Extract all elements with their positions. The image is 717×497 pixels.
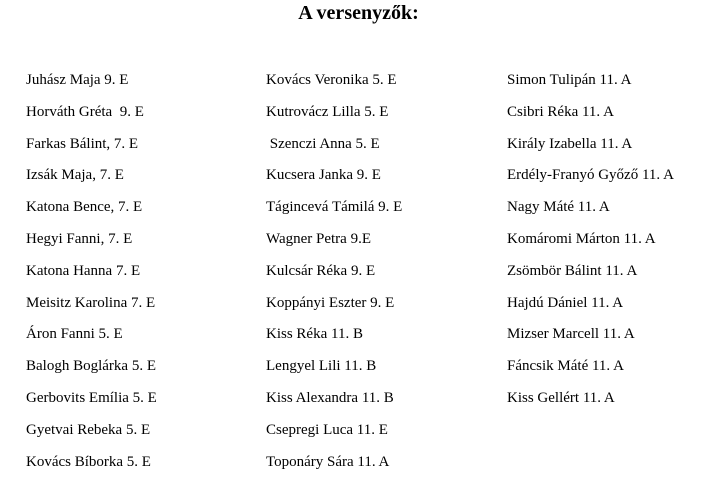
- competitor-name: Koppányi Eszter 9. E: [266, 294, 395, 311]
- competitor-name: Kiss Gellért 11. A: [507, 389, 615, 406]
- competitor-name: Gyetvai Rebeka 5. E: [26, 421, 151, 438]
- competitor-name: Mizser Marcell 11. A: [507, 326, 635, 343]
- competitor-name: Wagner Petra 9.E: [266, 230, 371, 247]
- competitor-name: Szenczi Anna 5. E: [266, 135, 380, 152]
- competitor-name: Kovács Bíborka 5. E: [26, 453, 151, 470]
- competitor-name: Csepregi Luca 11. E: [266, 421, 388, 438]
- competitor-name: Erdély-Franyó Győző 11. A: [507, 167, 674, 184]
- competitor-name: Komáromi Márton 11. A: [507, 230, 656, 247]
- competitor-name: Kovács Veronika 5. E: [266, 72, 397, 88]
- page-title: A versenyzők:: [298, 2, 419, 24]
- competitor-name: Gerbovits Emília 5. E: [26, 389, 157, 406]
- competitor-name: Kiss Réka 11. B: [266, 326, 363, 343]
- competitor-name: Fáncsik Máté 11. A: [507, 358, 624, 375]
- competitor-name: Toponáry Sára 11. A: [266, 453, 390, 470]
- competitor-column-2: [266, 69, 402, 482]
- competitor-name: Nagy Máté 11. A: [507, 199, 610, 216]
- competitor-name: Farkas Bálint, 7. E: [26, 135, 139, 152]
- competitor-name: Hajdú Dániel 11. A: [507, 294, 624, 311]
- competitor-name: Kiss Alexandra 11. B: [266, 389, 394, 406]
- competitor-name: Kucsera Janka 9. E: [266, 167, 381, 184]
- competitor-name: Katona Bence, 7. E: [26, 199, 143, 216]
- competitor-name: Kutrovácz Lilla 5. E: [266, 103, 389, 120]
- competitor-name: Balogh Boglárka 5. E: [26, 358, 156, 375]
- competitor-name: Lengyel Lili 11. B: [266, 358, 377, 375]
- competitor-name: Horváth Gréta 9. E: [26, 103, 144, 120]
- competitor-name: Tágincevá Támilá 9. E: [266, 199, 403, 216]
- competitor-name: Izsák Maja, 7. E: [26, 167, 124, 184]
- competitor-name: Csibri Réka 11. A: [507, 103, 614, 120]
- competitor-name: Juhász Maja 9. E: [26, 72, 129, 88]
- competitor-name: Áron Fanni 5. E: [26, 326, 123, 343]
- competitor-name: Zsömbör Bálint 11. A: [507, 262, 638, 279]
- competitor-name: Kulcsár Réka 9. E: [266, 262, 376, 279]
- competitor-name: Meisitz Karolina 7. E: [26, 294, 156, 311]
- competitor-name: Király Izabella 11. A: [507, 135, 633, 152]
- competitor-column-3: [507, 69, 674, 419]
- competitor-name: Hegyi Fanni, 7. E: [26, 230, 133, 247]
- competitor-name: Katona Hanna 7. E: [26, 262, 141, 279]
- competitor-column-1: [26, 69, 157, 482]
- competitor-name: Simon Tulipán 11. A: [507, 72, 632, 88]
